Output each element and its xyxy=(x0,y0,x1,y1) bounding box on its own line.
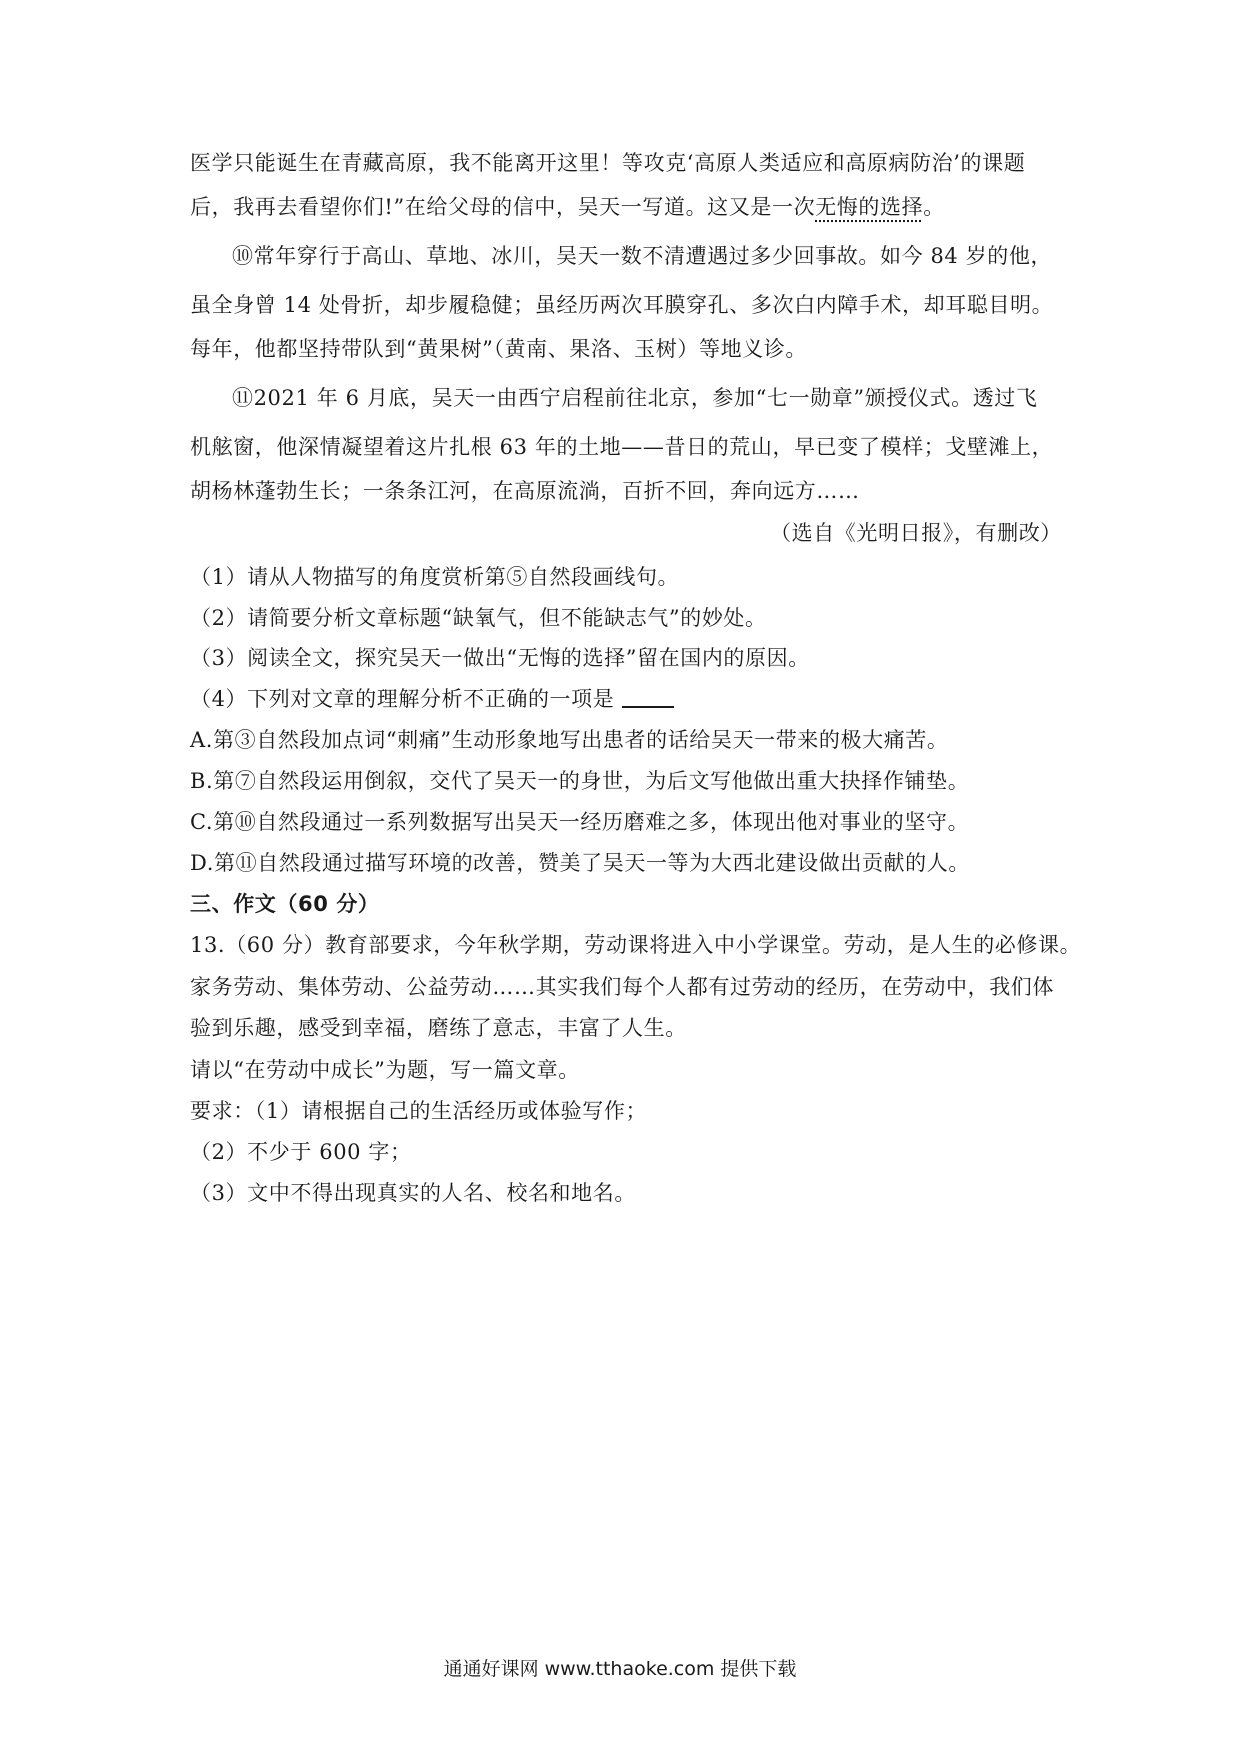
paragraph-10-line: 虽全身曾 14 处骨折，却步履稳健；虽经历两次耳膜穿孔、多次白内障手术，却耳聪目明。 xyxy=(190,293,1054,317)
question-2: （2）请简要分析文章标题“缺氧气，但不能缺志气”的妙处。 xyxy=(190,606,767,630)
requirement-2: （2）不少于 600 字； xyxy=(190,1140,412,1164)
paragraph-10-line: 每年，他都坚持带队到“黄果树”（黄南、果洛、玉树）等地义诊。 xyxy=(190,337,807,361)
paragraph-11-line: 胡杨林蓬勃生长；一条条江河，在高原流淌，百折不回，奔向远方…… xyxy=(190,479,860,503)
option-a: A.第③自然段加点词“刺痛”生动形象地写出患者的话给吴天一带来的极大痛苦。 xyxy=(190,728,949,752)
passage-text: 。 xyxy=(923,195,945,219)
composition-line: 13.（60 分）教育部要求，今年秋学期，劳动课将进入中小学课堂。劳动，是人生的必修课。 xyxy=(190,933,1082,957)
passage-text: 后，我再去看望你们!”在给父母的信中，吴天一写道。这又是一次 xyxy=(190,195,816,219)
question-4 xyxy=(190,684,674,714)
question-3: （3）阅读全文，探究吴天一做出“无悔的选择”留在国内的原因。 xyxy=(190,646,810,670)
answer-blank xyxy=(622,706,674,708)
passage-line: 医学只能诞生在青藏高原，我不能离开这里！等攻克‘高原人类适应和高原病防治’的课题 xyxy=(190,151,1026,175)
composition-prompt: 请以“在劳动中成长”为题，写一篇文章。 xyxy=(190,1058,580,1082)
section-heading: 三、作文（60 分） xyxy=(190,892,380,916)
source-citation: （选自《光明日报》，有删改） xyxy=(770,521,1062,545)
paragraph-11-line: ⑪2021 年 6 月底，吴天一由西宁启程前往北京，参加“七一勋章”颁授仪式。透过飞 xyxy=(232,386,1038,410)
paragraph-10-line: ⑩常年穿行于高山、草地、冰川，吴天一数不清遭遇过多少回事故。如今 84 岁的他， xyxy=(232,244,1053,268)
requirement-3: （3）文中不得出现真实的人名、校名和地名。 xyxy=(190,1181,636,1205)
question-1: （1）请从人物描写的角度赏析第⑤自然段画线句。 xyxy=(190,565,680,589)
paragraph-11-line: 机舷窗，他深情凝望着这片扎根 63 年的土地——昔日的荒山，早已变了模样；戈壁滩上， xyxy=(190,435,1054,459)
passage-line xyxy=(190,192,945,222)
composition-line: 家务劳动、集体劳动、公益劳动……其实我们每个人都有过劳动的经历，在劳动中，我们体 xyxy=(190,975,1054,999)
option-b: B.第⑦自然段运用倒叙，交代了吴天一的身世，为后文写他做出重大抉择作铺垫。 xyxy=(190,769,970,793)
question-4-text: （4）下列对文章的理解分析不正确的一项是 xyxy=(190,687,615,711)
option-d: D.第⑪自然段通过描写环境的改善，赞美了吴天一等为大西北建设做出贡献的人。 xyxy=(190,851,970,875)
dotted-emphasis: 无悔的选择 xyxy=(815,195,924,219)
option-c: C.第⑩自然段通过一系列数据写出吴天一经历磨难之多，体现出他对事业的坚守。 xyxy=(190,810,970,834)
requirement-1: 要求：（1）请根据自己的生活经历或体验写作； xyxy=(190,1099,648,1123)
footer-watermark: 通通好课网 www.tthaoke.com 提供下载 xyxy=(443,1658,797,1680)
composition-line: 验到乐趣，感受到幸福，磨练了意志，丰富了人生。 xyxy=(190,1016,687,1040)
